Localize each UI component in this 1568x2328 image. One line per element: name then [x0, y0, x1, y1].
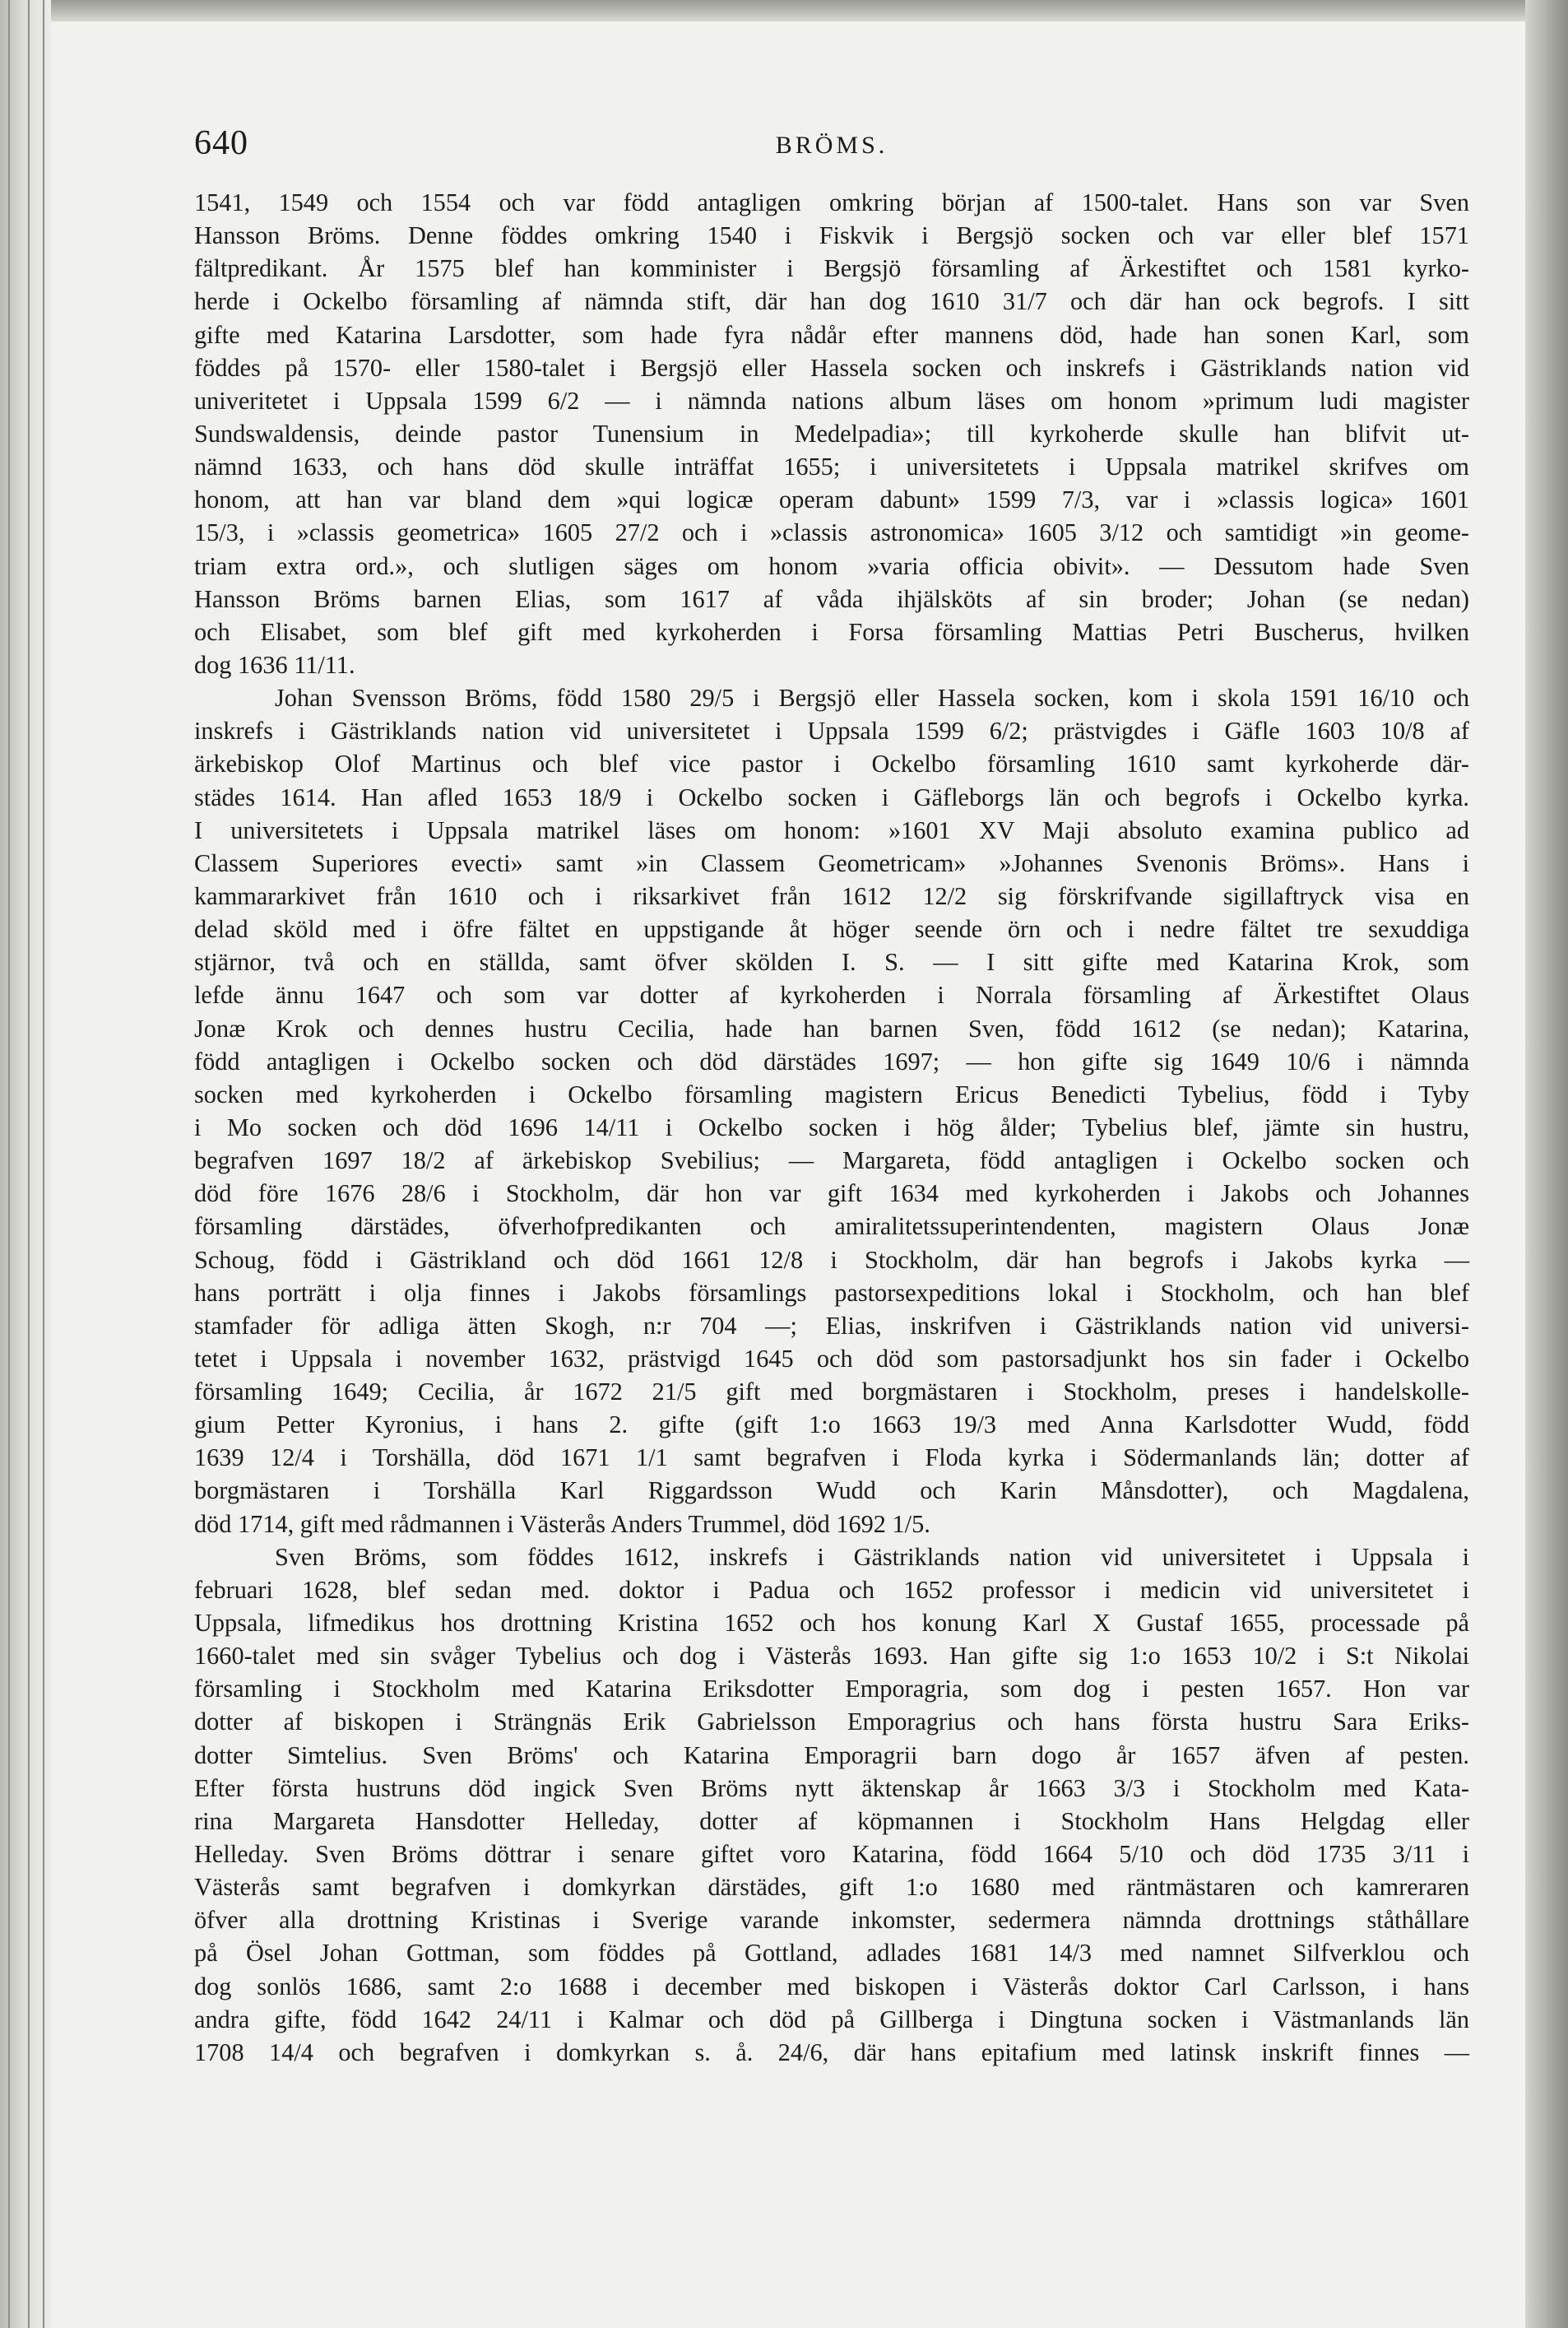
text-line: inskrefs i Gästriklands nation vid universitetet i Uppsala 1599 6/2; prästvigdes i Gäfle 1603 10/8 af — [194, 717, 1469, 746]
text-line: rina Margareta Hansdotter Helleday, dotter af köpmannen i Stockholm Hans Helgdag eller — [194, 1806, 1469, 1835]
text-line: lefde ännu 1647 och som var dotter af kyrkoherden i Norrala församling af Ärkestiftet Olaus — [194, 981, 1469, 1010]
text-line: 1708 14/4 och begrafven i domkyrkan s. å. 24/6, där hans epitafium med latinsk inskrift finnes — — [194, 2038, 1469, 2066]
text-line: begrafven 1697 18/2 af ärkebiskop Svebilius; — Margareta, född antagligen i Ockelbo socken och — [194, 1146, 1469, 1175]
text-line: föddes på 1570- eller 1580-talet i Bergsjö eller Hassela socken och inskrefs i Gästriklands nation vid — [194, 353, 1469, 382]
text-line: triam extra ord.», och slutligen säges om honom »varia officia obivit». — Dessutom hade Sven — [194, 551, 1469, 580]
text-line: Efter första hustruns död ingick Sven Bröms nytt äktenskap år 1663 3/3 i Stockholm med Kata- — [194, 1773, 1469, 1802]
text-line: Jonæ Krok och dennes hustru Cecilia, hade han barnen Sven, född 1612 (se nedan); Katarina, — [194, 1014, 1469, 1043]
text-line: dotter af biskopen i Strängnäs Erik Gabrielsson Emporagrius och hans första hustru Sara Eriks- — [194, 1708, 1469, 1736]
text-line: 1541, 1549 och 1554 och var född antagligen omkring början af 1500-talet. Hans son var Sven — [194, 188, 1469, 216]
text-line: Sven Bröms, som föddes 1612, inskrefs i Gästriklands nation vid universitetet i Uppsala i — [275, 1542, 1469, 1571]
text-line: församling därstädes, öfverhofpredikanten och amiralitetssuperintendenten, magistern Olaus Jonæ — [194, 1212, 1469, 1241]
text-line: nämnd 1633, och hans död skulle inträffat 1655; i universitetets i Uppsala matrikel skrifves om — [194, 453, 1469, 481]
text-line: och Elisabet, som blef gift med kyrkoherden i Forsa församling Mattias Petri Buscherus, hvilken — [194, 617, 1469, 646]
text-line: stjärnor, två och en ställda, samt öfver skölden I. S. — I sitt gifte med Katarina Krok, som — [194, 948, 1469, 977]
text-line: socken med kyrkoherden i Ockelbo församling magistern Ericus Benedicti Tybelius, född i Tyby — [194, 1080, 1469, 1108]
binding-rule — [28, 0, 30, 2328]
text-line: öfver alla drottning Kristinas i Sverige varande inkomster, sedermera nämnda drottnings ståthållare — [194, 1906, 1469, 1935]
text-line: borgmästaren i Torshälla Karl Riggardsson Wudd och Karin Månsdotter), och Magdalena, — [194, 1476, 1469, 1505]
text-line: univeritetet i Uppsala 1599 6/2 — i nämnda nations album läses om honom »primum ludi magister — [194, 386, 1469, 415]
text-line: Hansson Bröms barnen Elias, som 1617 af våda ihjälsköts af sin broder; Johan (se nedan) — [194, 584, 1469, 613]
running-head: BRÖMS. — [775, 132, 888, 159]
scan-right-edge — [1525, 0, 1568, 2328]
text-line: 15/3, i »classis geometrica» 1605 27/2 och i »classis astronomica» 1605 3/12 och samtidigt »in geome- — [194, 518, 1469, 547]
text-line: februari 1628, blef sedan med. doktor i Padua och 1652 professor i medicin vid universitetet i — [194, 1575, 1469, 1604]
text-line: dog sonlös 1686, samt 2:o 1688 i december med biskopen i Västerås doktor Carl Carlsson, i hans — [194, 1972, 1469, 2000]
text-line: Västerås samt begrafven i domkyrkan därstädes, gift 1:o 1680 med räntmästaren och kamreraren — [194, 1873, 1469, 1902]
text-line: honom, att han var bland dem »qui logicæ operam dabunt» 1599 7/3, var i »classis logica» 1601 — [194, 486, 1469, 514]
text-line: Schoug, född i Gästrikland och död 1661 12/8 i Stockholm, där han begrofs i Jakobs kyrka — — [194, 1245, 1469, 1274]
text-line: tetet i Uppsala i november 1632, prästvigd 1645 och död som pastorsadjunkt hos sin fader i Ockelbo — [194, 1344, 1469, 1373]
text-line: fältpredikant. År 1575 blef han komminister i Bergsjö församling af Ärkestiftet och 1581 kyrko- — [194, 254, 1469, 283]
text-line: hans porträtt i olja finnes i Jakobs församlings pastorsexpeditions lokal i Stockholm, och han blef — [194, 1278, 1469, 1307]
text-line: stamfader för adliga ätten Skogh, n:r 704 —; Elias, inskrifven i Gästriklands nation vid universi- — [194, 1311, 1469, 1340]
text-line: herde i Ockelbo församling af nämnda stift, där han dog 1610 31/7 och där han ock begrofs. I sitt — [194, 287, 1469, 316]
text-line: 1660-talet med sin svåger Tybelius och dog i Västerås 1693. Han gifte sig 1:o 1653 10/2 i S:t Nikolai — [194, 1642, 1469, 1670]
text-line: Hansson Bröms. Denne föddes omkring 1540 i Fiskvik i Bergsjö socken och var eller blef 1571 — [194, 221, 1469, 250]
binding-rule — [8, 0, 10, 2328]
text-line: Johan Svensson Bröms, född 1580 29/5 i Bergsjö eller Hassela socken, kom i skola 1591 16/10 och — [275, 684, 1469, 713]
article-body — [194, 186, 1469, 2069]
text-line: städes 1614. Han afled 1653 18/9 i Ockelbo socken i Gäfleborgs län och begrofs i Ockelbo kyrka. — [194, 783, 1469, 811]
page-number: 640 — [194, 124, 248, 162]
text-line: dotter Simtelius. Sven Bröms' och Katarina Emporagrii barn dogo år 1657 äfven af pesten. — [194, 1740, 1469, 1769]
text-line: I universitetets i Uppsala matrikel läses om honom: »1601 XV Maji absoluto examina publico ad — [194, 815, 1469, 844]
text-line: församling i Stockholm med Katarina Eriksdotter Emporagria, som dog i pesten 1657. Hon var — [194, 1675, 1469, 1703]
text-line: gifte med Katarina Larsdotter, som hade fyra nådår efter mannens död, hade han sonen Karl, som — [194, 320, 1469, 349]
text-line: Classem Superiores evecti» samt »in Classem Geometricam» »Johannes Svenonis Bröms». Hans i — [194, 848, 1469, 877]
text-line: Sundswaldensis, deinde pastor Tunensium in Medelpadia»; till kyrkoherde skulle han blifvit ut- — [194, 419, 1469, 448]
text-line: dog 1636 11/11. — [194, 650, 355, 679]
scan-top-edge — [0, 0, 1568, 21]
text-line: ärkebiskop Olof Martinus och blef vice pastor i Ockelbo församling 1610 samt kyrkoherde där- — [194, 750, 1469, 778]
scan-left-edge — [0, 0, 51, 2328]
text-line: Uppsala, lifmedikus hos drottning Kristina 1652 och hos konung Karl X Gustaf 1655, processade på — [194, 1609, 1469, 1638]
text-line: på Ösel Johan Gottman, som föddes på Gottland, adlades 1681 14/3 med namnet Silfverklou och — [194, 1939, 1469, 1968]
text-line: död 1714, gift med rådmannen i Västerås Anders Trummel, död 1692 1/5. — [194, 1509, 930, 1538]
text-line: född antagligen i Ockelbo socken och död därstädes 1697; — hon gifte sig 1649 10/6 i nämnda — [194, 1047, 1469, 1076]
text-line: kammararkivet från 1610 och i riksarkivet från 1612 12/2 sig förskrifvande sigillaftryck visa en — [194, 881, 1469, 910]
binding-rule — [43, 0, 44, 2328]
text-line: gium Petter Kyronius, i hans 2. gifte (gift 1:o 1663 19/3 med Anna Karlsdotter Wudd, född — [194, 1410, 1469, 1439]
text-line: i Mo socken och död 1696 14/11 i Ockelbo socken i hög ålder; Tybelius blef, jämte sin hustru, — [194, 1113, 1469, 1141]
text-line: delad sköld med i öfre fältet en uppstigande åt höger seende örn och i nedre fältet tre sexuddiga — [194, 915, 1469, 944]
text-line: andra gifte, född 1642 24/11 i Kalmar och död på Gillberga i Dingtuna socken i Västmanlands län — [194, 2005, 1469, 2033]
text-line: död före 1676 28/6 i Stockholm, där hon var gift 1634 med kyrkoherden i Jakobs och Johannes — [194, 1179, 1469, 1208]
text-line: Helleday. Sven Bröms döttrar i senare giftet voro Katarina, född 1664 5/10 och död 1735 3/11 i — [194, 1840, 1469, 1869]
page-header — [194, 123, 1469, 173]
text-line: församling 1649; Cecilia, år 1672 21/5 gift med borgmästaren i Stockholm, preses i handelskolle- — [194, 1378, 1469, 1406]
text-line: 1639 12/4 i Torshälla, död 1671 1/1 samt begrafven i Floda kyrka i Södermanlands län; dotter af — [194, 1443, 1469, 1472]
